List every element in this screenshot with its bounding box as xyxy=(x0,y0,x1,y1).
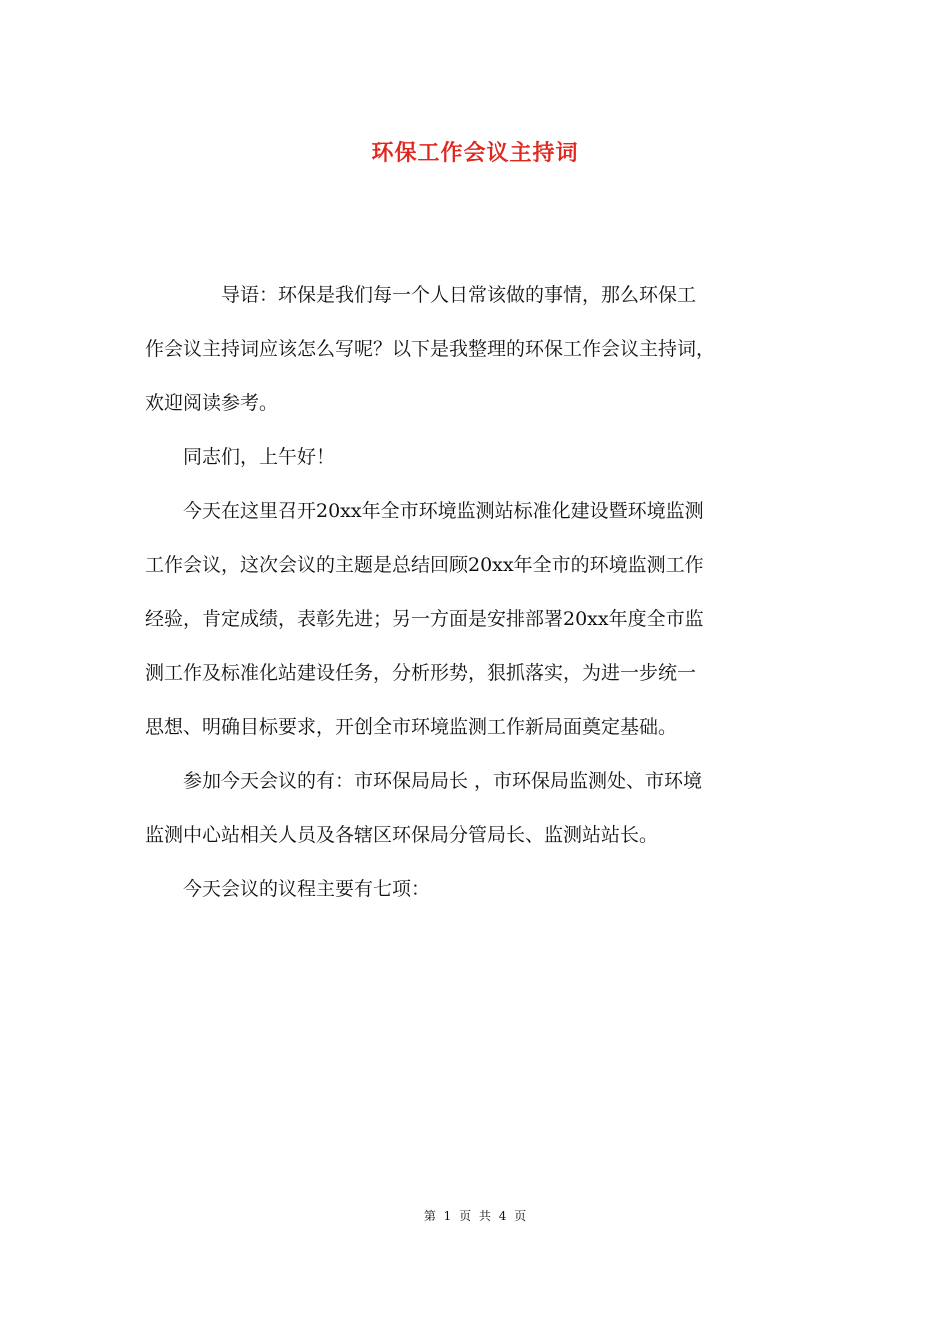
paragraph-line: 思想、明确目标要求，开创全市环境监测工作新局面奠定基础。 xyxy=(145,716,678,738)
paragraph-line: 监测中心站相关人员及各辖区环保局分管局长、监测站站长。 xyxy=(145,824,659,846)
paragraph-line: 导语：环保是我们每一个人日常该做的事情，那么环保工 xyxy=(145,284,697,306)
paragraph-line: 欢迎阅读参考。 xyxy=(145,392,279,414)
paragraph-line: 工作会议，这次会议的主题是总结回顾20xx年全市的环境监测工作 xyxy=(145,554,704,576)
paragraph-line: 同志们，上午好！ xyxy=(145,446,336,468)
paragraph-line: 今天会议的议程主要有七项： xyxy=(145,878,431,900)
paragraph-line: 测工作及标准化站建设任务，分析形势，狠抓落实，为进一步统一 xyxy=(145,662,697,684)
paragraph-line: 参加今天会议的有：市环保局局长 ，市环保局监测处、市环境 xyxy=(145,770,703,792)
paragraph-line: 作会议主持词应该怎么写呢？以下是我整理的环保工作会议主持词， xyxy=(145,338,716,360)
page-number-footer: 第 1 页 共 4 页 xyxy=(423,1209,527,1223)
document-title: 环保工作会议主持词 xyxy=(371,140,579,166)
paragraph-line: 今天在这里召开20xx年全市环境监测站标准化建设暨环境监测 xyxy=(145,500,704,522)
document-body xyxy=(145,268,815,916)
paragraph-line: 经验，肯定成绩，表彰先进；另一方面是安排部署20xx年度全市监 xyxy=(145,608,704,630)
